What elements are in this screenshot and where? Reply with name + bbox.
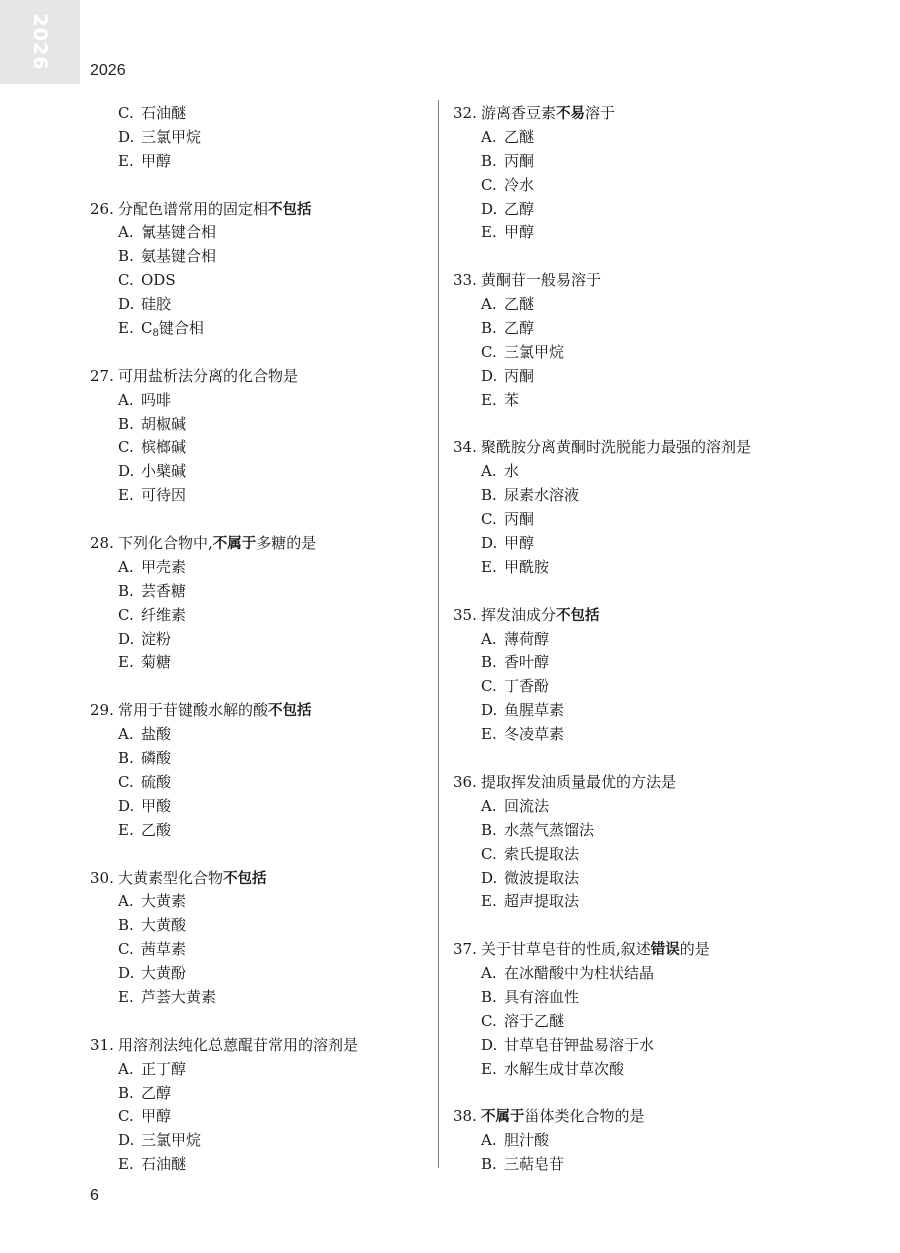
keyword: 不包括 <box>268 703 312 720</box>
option: D. 大黄酚 <box>118 964 187 983</box>
option: C. 槟榔碱 <box>118 438 187 457</box>
option: E. 甲酰胺 <box>481 557 550 576</box>
question-stem: 27. 可用盐析法分离的化合物是 <box>90 366 299 385</box>
option: E. 甲醇 <box>481 223 535 242</box>
question-stem: 36. 提取挥发油质量最优的方法是 <box>453 772 677 791</box>
option: E. 芦荟大黄素 <box>118 987 217 1006</box>
question-stem: 32. 游离香豆素不易溶于 <box>453 104 616 122</box>
question-stem: 31. 用溶剂法纯化总蒽醌苷常用的溶剂是 <box>90 1035 359 1054</box>
option: A. 在冰醋酸中为柱状结晶 <box>481 964 655 983</box>
option: C. 三氯甲烷 <box>481 342 565 361</box>
option: B. 芸香糖 <box>118 581 187 600</box>
option: A. 甲壳素 <box>118 557 187 576</box>
question-stem: 28. 下列化合物中,不属于多糖的是 <box>90 534 317 553</box>
option: A. 回流法 <box>481 796 550 815</box>
header-year: 2026 <box>90 62 126 79</box>
option: D. 三氯甲烷 <box>118 1131 202 1150</box>
option: E. 冬凌草素 <box>481 725 565 744</box>
option: A. 盐酸 <box>118 725 172 744</box>
option: D. 硅胶 <box>118 295 172 314</box>
keyword: 不属于 <box>481 1109 525 1126</box>
option: E. 乙酸 <box>118 820 172 839</box>
option: D. 鱼腥草素 <box>481 701 565 720</box>
option: B. 丙酮 <box>481 151 535 170</box>
option: E. 可待因 <box>118 486 187 505</box>
right-column <box>453 102 873 1177</box>
option: E. 菊糖 <box>118 653 172 672</box>
option: B. 氨基键合相 <box>118 247 217 266</box>
year-tab <box>0 0 80 84</box>
option: A. 正丁醇 <box>118 1059 187 1078</box>
question-stem: 33. 黄酮苷一般易溶于 <box>453 271 602 290</box>
option: D. 淀粉 <box>118 629 172 648</box>
option: D. 丙酮 <box>481 366 535 385</box>
option: D. 微波提取法 <box>481 868 580 887</box>
question-stem: 38. 不属于甾体类化合物的是 <box>453 1107 645 1126</box>
option: C. ODS <box>118 271 176 290</box>
option: B. 香叶醇 <box>481 653 550 672</box>
option: D. 甲酸 <box>118 796 172 815</box>
option: E. 甲醇 <box>118 151 172 170</box>
option: A. 薄荷醇 <box>481 629 550 648</box>
keyword: 不包括 <box>223 870 267 887</box>
option: C. 石油醚 <box>118 104 187 122</box>
option: C. 溶于乙醚 <box>481 1011 565 1030</box>
option: A. 胆汁酸 <box>481 1131 550 1150</box>
option: E. 超声提取法 <box>481 892 580 911</box>
option: B. 尿素水溶液 <box>481 486 580 505</box>
keyword: 不包括 <box>556 607 600 624</box>
question-stem: 30. 大黄素型化合物不包括 <box>90 868 267 887</box>
option: B. 水蒸气蒸馏法 <box>481 820 595 839</box>
option: D. 甲醇 <box>481 534 535 553</box>
option: D. 乙醇 <box>481 199 535 218</box>
option: C. 丙酮 <box>481 510 535 529</box>
option: B. 胡椒碱 <box>118 414 187 433</box>
option: A. 吗啡 <box>118 390 172 409</box>
option: B. 乙醇 <box>118 1083 172 1102</box>
year-tab-text: 2026 <box>29 13 51 71</box>
option: B. 大黄酸 <box>118 916 187 935</box>
option: E. 水解生成甘草次酸 <box>481 1059 625 1078</box>
option: D. 三氯甲烷 <box>118 127 202 146</box>
option: C. 纤维素 <box>118 605 187 624</box>
option: C. 硫酸 <box>118 772 172 791</box>
option: A. 氰基键合相 <box>118 223 217 242</box>
option: D. 小檗碱 <box>118 462 187 481</box>
option: B. 磷酸 <box>118 749 172 768</box>
option: A. 乙醚 <box>481 127 535 146</box>
question-stem: 26. 分配色谱常用的固定相不包括 <box>90 199 312 218</box>
option: C. 茜草素 <box>118 940 187 959</box>
option: B. 乙醇 <box>481 319 535 338</box>
option: C. 冷水 <box>481 175 535 194</box>
column-divider <box>438 100 439 1168</box>
question-stem: 34. 聚酰胺分离黄酮时洗脱能力最强的溶剂是 <box>453 438 752 457</box>
option: E. 石油醚 <box>118 1155 187 1174</box>
option: A. 大黄素 <box>118 892 187 911</box>
page-number: 6 <box>90 1187 99 1204</box>
option: C. 甲醇 <box>118 1107 172 1126</box>
keyword: 不包括 <box>268 201 312 218</box>
keyword: 不易 <box>556 106 586 122</box>
keyword: 错误 <box>650 942 680 959</box>
option: C. 丁香酚 <box>481 677 550 696</box>
question-stem: 35. 挥发油成分不包括 <box>453 605 600 624</box>
option: E. 苯 <box>481 390 520 409</box>
option: A. 水 <box>481 462 520 481</box>
option: D. 甘草皂苷钾盐易溶于水 <box>481 1035 655 1054</box>
question-stem: 37. 关于甘草皂苷的性质,叙述错误的是 <box>453 940 710 959</box>
option: E. $C_8$键合相 <box>118 319 204 340</box>
keyword: 不属于 <box>212 536 257 553</box>
option: B. 具有溶血性 <box>481 987 580 1006</box>
option: B. 三萜皂苷 <box>481 1155 565 1174</box>
left-column <box>90 102 430 1177</box>
option: C. 索氏提取法 <box>481 844 580 863</box>
question-stem: 29. 常用于苷键酸水解的酸不包括 <box>90 701 312 720</box>
option: A. 乙醚 <box>481 295 535 314</box>
